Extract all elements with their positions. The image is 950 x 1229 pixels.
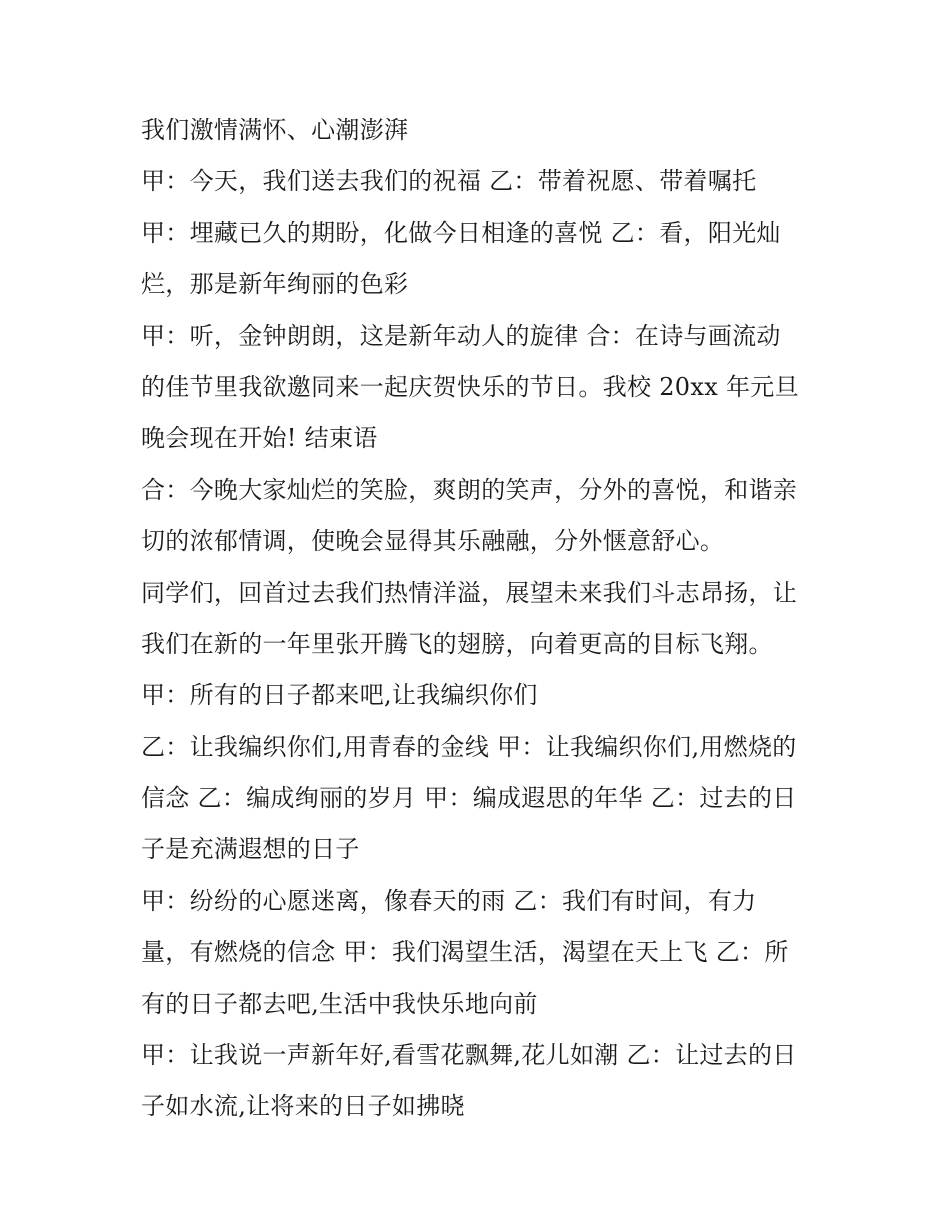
text-line: 同学们，回首过去我们热情洋溢，展望未来我们斗志昂扬，让 bbox=[141, 578, 798, 607]
text-line: 我们在新的一年里张开腾飞的翅膀，向着更高的目标飞翔。 bbox=[141, 629, 773, 658]
text-line: 甲：让我说一声新年好,看雪花飘舞,花儿如潮 乙：让过去的日 bbox=[141, 1041, 797, 1070]
text-line: 甲：听，金钟朗朗，这是新年动人的旋律 合：在诗与画流动 bbox=[141, 321, 781, 350]
text-line: 甲：今天，我们送去我们的祝福 乙：带着祝愿、带着嘱托 bbox=[141, 167, 757, 196]
text-line: 合：今晚大家灿烂的笑脸，爽朗的笑声，分外的喜悦，和谐亲 bbox=[141, 475, 798, 504]
text-line: 烂，那是新年绚丽的色彩 bbox=[141, 270, 409, 299]
text-line: 晚会现在开始! 结束语 bbox=[141, 424, 378, 453]
text-line: 有的日子都去吧,生活中我快乐地向前 bbox=[141, 989, 538, 1018]
text-line: 乙：让我编织你们,用青春的金线 甲：让我编织你们,用燃烧的 bbox=[141, 732, 797, 761]
document-body bbox=[141, 112, 821, 1140]
text-line: 甲：纷纷的心愿迷离，像春天的雨 乙：我们有时间，有力 bbox=[141, 886, 757, 915]
text-line: 切的浓郁情调，使晚会显得其乐融融，分外惬意舒心。 bbox=[141, 527, 725, 556]
text-line: 信念 乙：编成绚丽的岁月 甲：编成遐思的年华 乙：过去的日 bbox=[141, 784, 797, 813]
text-line: 量，有燃烧的信念 甲：我们渴望生活，渴望在天上飞 乙：所 bbox=[141, 938, 789, 967]
text-line: 甲：所有的日子都来吧,让我编织你们 bbox=[141, 681, 538, 710]
text-line: 子如水流,让将来的日子如拂晓 bbox=[141, 1092, 465, 1121]
text-line: 的佳节里我欲邀同来一起庆贺快乐的节日。我校 20xx 年元旦 bbox=[141, 372, 799, 401]
text-line: 我们激情满怀、心潮澎湃 bbox=[141, 116, 409, 144]
text-line: 甲：埋藏已久的期盼，化做今日相逢的喜悦 乙：看，阳光灿 bbox=[141, 218, 781, 247]
text-line: 子是充满遐想的日子 bbox=[141, 835, 360, 864]
